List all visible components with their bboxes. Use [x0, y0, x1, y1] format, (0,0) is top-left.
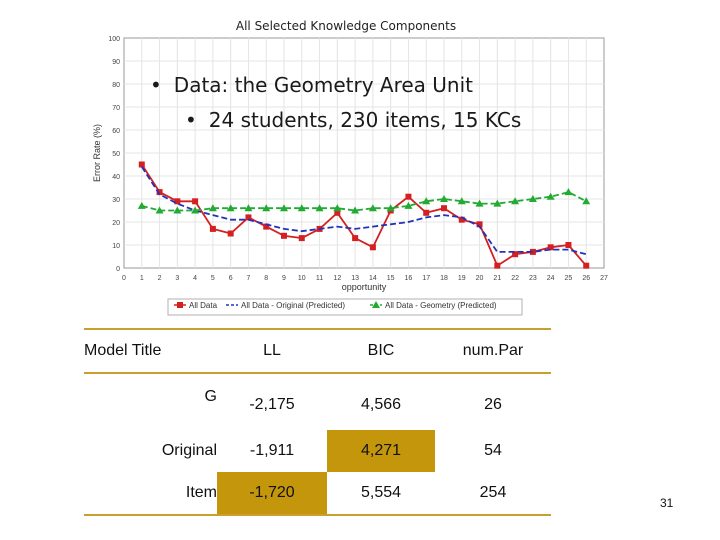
x-tick-label: 18	[440, 275, 448, 282]
x-tick-label: 5	[210, 275, 215, 282]
bullet-counts	[185, 108, 521, 132]
header-bic: BIC	[327, 329, 435, 373]
data-point	[281, 233, 287, 239]
row-numpar: 54	[484, 442, 502, 459]
bullet-dot: •	[185, 108, 197, 132]
y-tick-label: 20	[112, 220, 120, 227]
y-tick-label: 30	[112, 197, 120, 204]
x-tick-label: 22	[511, 275, 520, 282]
x-tick-label: 11	[315, 275, 324, 282]
y-tick-label: 80	[112, 82, 120, 89]
bullet-text: 24 students, 230 items, 15 KCs	[208, 108, 522, 132]
row-title: G	[84, 373, 217, 430]
x-tick-label: 16	[404, 275, 413, 282]
data-point	[423, 210, 429, 216]
data-point	[405, 194, 411, 200]
table-row	[84, 373, 551, 430]
x-tick-label: 13	[351, 275, 360, 282]
x-tick-label: 17	[422, 275, 431, 282]
x-axis-label: opportunity	[341, 282, 387, 292]
header-numpar: num.Par	[435, 329, 551, 373]
y-tick-label: 90	[112, 59, 120, 66]
row-ll-best: -1,720	[217, 472, 327, 515]
y-tick-label: 10	[112, 243, 120, 250]
row-bic-best: 4,271	[327, 430, 435, 472]
legend-marker	[177, 302, 183, 308]
data-point	[441, 205, 447, 211]
bullet-data	[150, 73, 473, 97]
data-point	[370, 244, 376, 250]
data-point	[565, 242, 571, 248]
x-tick-label: 2	[157, 275, 162, 282]
y-tick-label: 40	[112, 174, 120, 181]
x-tick-labels	[122, 275, 608, 282]
y-tick-label: 100	[108, 36, 120, 43]
table-row	[84, 430, 551, 472]
x-tick-label: 19	[457, 275, 466, 282]
x-tick-label: 27	[600, 275, 608, 282]
x-tick-label: 4	[193, 275, 198, 282]
x-tick-label: 7	[246, 275, 251, 282]
x-tick-label: 14	[368, 275, 377, 282]
row-numpar: 254	[435, 472, 551, 515]
y-axis-label: Error Rate (%)	[92, 123, 102, 183]
x-tick-label: 8	[264, 275, 269, 282]
row-ll: -2,175	[217, 373, 327, 430]
x-tick-label: 24	[546, 275, 555, 282]
table-header-row	[84, 329, 551, 373]
data-point	[192, 198, 198, 204]
x-tick-label: 25	[564, 275, 573, 282]
y-tick-label: 50	[112, 151, 120, 158]
x-tick-label: 12	[333, 275, 342, 282]
data-point	[583, 263, 589, 269]
x-tick-label: 21	[493, 275, 502, 282]
data-point	[210, 226, 216, 232]
x-tick-label: 3	[175, 275, 180, 282]
y-tick-label: 70	[112, 105, 120, 112]
y-tick-label: 60	[112, 128, 120, 135]
x-tick-label: 23	[528, 275, 537, 282]
model-comparison-table	[84, 328, 551, 516]
legend-label: All Data	[189, 301, 218, 310]
y-tick-labels	[108, 36, 120, 273]
chart-title: All Selected Knowledge Components	[235, 19, 457, 33]
legend-label: All Data - Geometry (Predicted)	[385, 301, 497, 310]
x-tick-label: 10	[297, 275, 306, 282]
header-model-title: Model Title	[84, 329, 217, 373]
row-bic: 4,566	[327, 373, 435, 430]
x-tick-label: 0	[122, 275, 126, 282]
row-ll: -1,911	[249, 442, 295, 459]
row-numpar: 26	[435, 373, 551, 430]
data-point	[299, 235, 305, 241]
row-bic: 5,554	[327, 472, 435, 515]
x-tick-label: 20	[475, 275, 484, 282]
data-point	[494, 263, 500, 269]
data-point	[139, 162, 145, 168]
y-tick-label: 0	[116, 266, 120, 273]
x-tick-label: 26	[582, 275, 591, 282]
x-tick-label: 9	[282, 275, 286, 282]
bullet-text: Data: the Geometry Area Unit	[173, 73, 474, 97]
data-point	[352, 235, 358, 241]
x-tick-label: 6	[228, 275, 233, 282]
row-title: Item	[84, 472, 217, 515]
x-tick-label: 1	[139, 275, 144, 282]
row-title: Original	[161, 442, 217, 459]
header-ll: LL	[217, 329, 327, 373]
x-tick-label: 15	[386, 275, 395, 282]
bullet-dot: •	[150, 73, 162, 97]
data-point	[228, 231, 234, 237]
page-number: 31	[660, 496, 674, 510]
table-row	[84, 472, 551, 515]
legend-label: All Data - Original (Predicted)	[241, 301, 346, 310]
